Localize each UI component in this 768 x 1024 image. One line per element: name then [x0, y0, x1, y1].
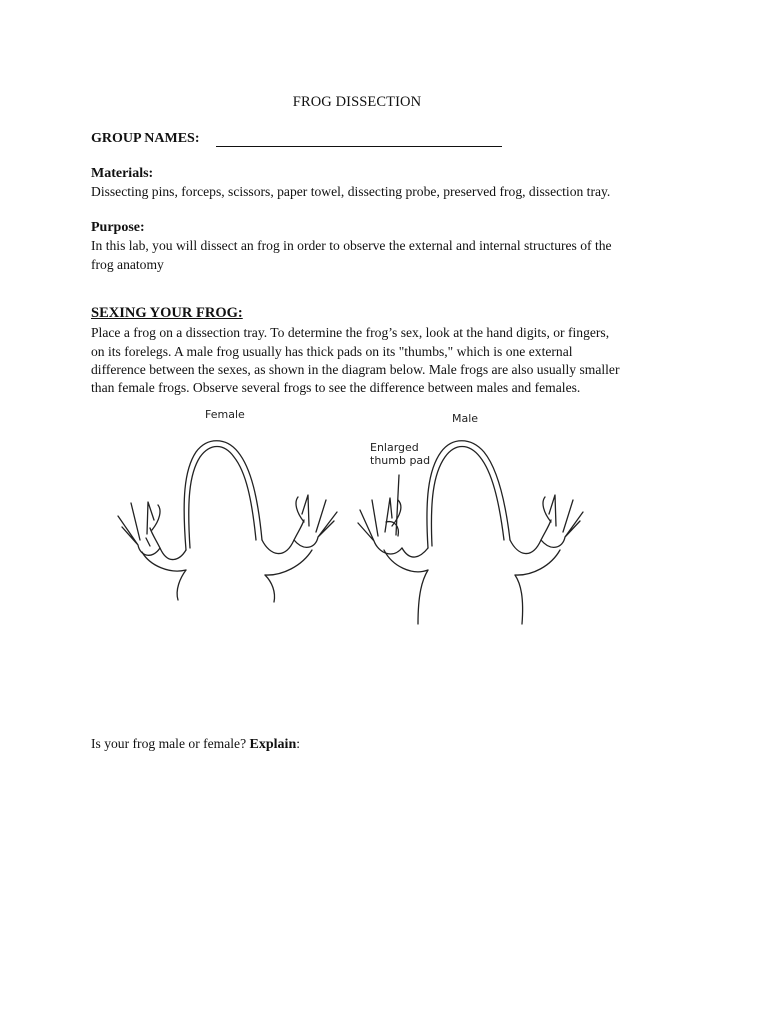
annotation-line: Enlarged	[370, 441, 419, 454]
page-title: FROG DISSECTION	[292, 94, 422, 110]
sexing-line: than female frogs. Observe several frogs to see the difference between males and females.	[91, 380, 581, 395]
question-text: Is your frog male or female?	[91, 736, 247, 751]
purpose-heading: Purpose:	[91, 220, 145, 235]
male-label: Male	[452, 412, 479, 425]
materials-heading: Materials:	[91, 166, 154, 181]
sexing-line: on its forelegs. A male frog usually has thick pads on its "thumbs," which is one external	[91, 344, 573, 359]
question-emphasis: Explain	[249, 737, 297, 752]
question-line	[91, 735, 300, 755]
male-frog-illustration	[358, 441, 583, 624]
sexing-heading: SEXING YOUR FROG:	[91, 305, 243, 321]
female-frog-illustration	[118, 441, 337, 602]
materials-text: Dissecting pins, forceps, scissors, paper towel, dissecting probe, preserved frog, dissection tray.	[91, 184, 611, 199]
female-label: Female	[205, 408, 245, 421]
group-names-label: GROUP NAMES:	[91, 131, 200, 146]
sexing-line: Place a frog on a dissection tray. To determine the frog’s sex, look at the hand digits, or fingers,	[91, 325, 610, 340]
purpose-line: frog anatomy	[91, 257, 164, 272]
annotation-line: thumb pad	[370, 454, 431, 467]
purpose-line: In this lab, you will dissect an frog in order to observe the external and internal structures of the	[91, 238, 612, 253]
question-suffix: :	[296, 736, 301, 751]
sexing-line: difference between the sexes, as shown in the diagram below. Male frogs are also usually smaller	[91, 362, 620, 377]
